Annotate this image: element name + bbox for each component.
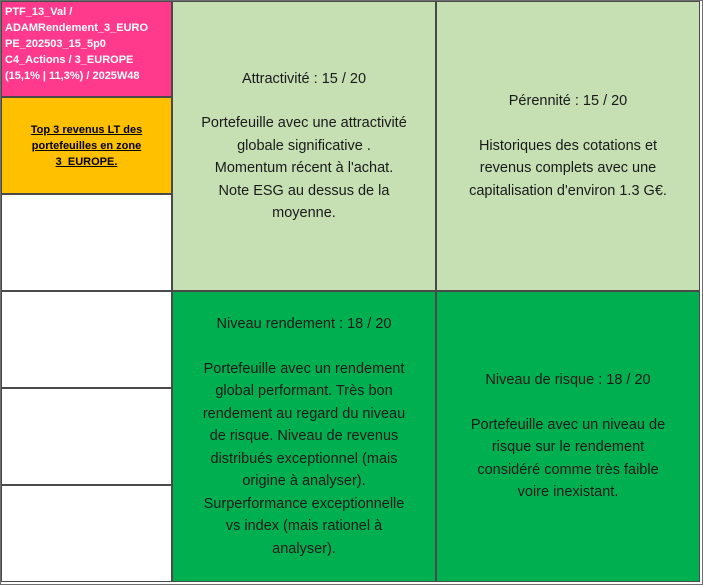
- perennite-line: revenus complets avec une: [479, 160, 657, 176]
- risque-title: Niveau de risque : 18 / 20: [485, 372, 651, 389]
- attractivite-line: moyenne.: [272, 205, 336, 221]
- perennite-title: Pérennité : 15 / 20: [508, 93, 628, 109]
- perennite-line: capitalisation d'environ 1.3 G€.: [469, 182, 667, 199]
- rendement-line: origine à analyser).: [242, 473, 366, 489]
- attractivite-line: Portefeuille avec une attractivité: [201, 115, 407, 131]
- top3-link[interactable]: [1, 97, 172, 194]
- attractivite-title: Attractivité : 15 / 20: [241, 70, 367, 87]
- portfolio-id-line: PE_202503_15_5p0: [5, 38, 106, 50]
- risque-line: considéré comme très faible: [477, 461, 659, 478]
- empty-cell-1: [1, 194, 172, 291]
- rendement-line: rendement au regard du niveau: [202, 405, 406, 422]
- rendement-line: Portefeuille avec un rendement: [203, 360, 405, 377]
- portfolio-id-line: C4_Actions / 3_EUROPE: [5, 54, 134, 66]
- attractivite-description: [201, 112, 407, 225]
- rendement-line: analyser).: [272, 540, 336, 557]
- rendement-line: distribués exceptionnel (mais: [210, 450, 398, 467]
- portfolio-id-cell: [1, 1, 172, 97]
- empty-cell-3: [1, 388, 172, 485]
- risque-line: Portefeuille avec un niveau de: [470, 416, 666, 433]
- attractivite-line: Note ESG au dessus de la: [218, 182, 390, 199]
- portfolio-id-line: PTF_13_Val /: [5, 6, 73, 18]
- perennite-description: [469, 135, 667, 203]
- rendement-title: Niveau rendement : 18 / 20: [216, 316, 392, 332]
- rendement-line: Surperformance exceptionnelle: [203, 495, 405, 512]
- perennite-card: [436, 1, 700, 291]
- perennite-line: Historiques des cotations et: [478, 137, 658, 154]
- rendement-description: [203, 358, 405, 561]
- risque-description: [471, 414, 665, 504]
- portfolio-id-line: ADAMRendement_3_EURO: [5, 22, 149, 34]
- risque-line: voire inexistant.: [517, 484, 619, 501]
- attractivite-line: globale significative .: [237, 137, 371, 154]
- risque-line: risque sur le rendement: [491, 439, 645, 456]
- top3-label: Top 3 revenus LT des portefeuilles en zone 3_EUROPE.: [30, 123, 143, 168]
- attractivite-line: Momentum récent à l'achat.: [214, 160, 394, 176]
- rendement-line: vs index (mais rationel à: [225, 518, 383, 534]
- attractivite-card: [172, 1, 436, 291]
- empty-cell-4: [1, 485, 172, 582]
- rendement-line: global performant. Très bon: [215, 383, 393, 399]
- empty-cell-2: [1, 291, 172, 388]
- rendement-line: de risque. Niveau de revenus: [209, 428, 399, 444]
- rendement-card: [172, 291, 436, 582]
- risque-card: [436, 291, 700, 582]
- portfolio-id-line: (15,1% | 11,3%) / 2025W48: [5, 70, 140, 82]
